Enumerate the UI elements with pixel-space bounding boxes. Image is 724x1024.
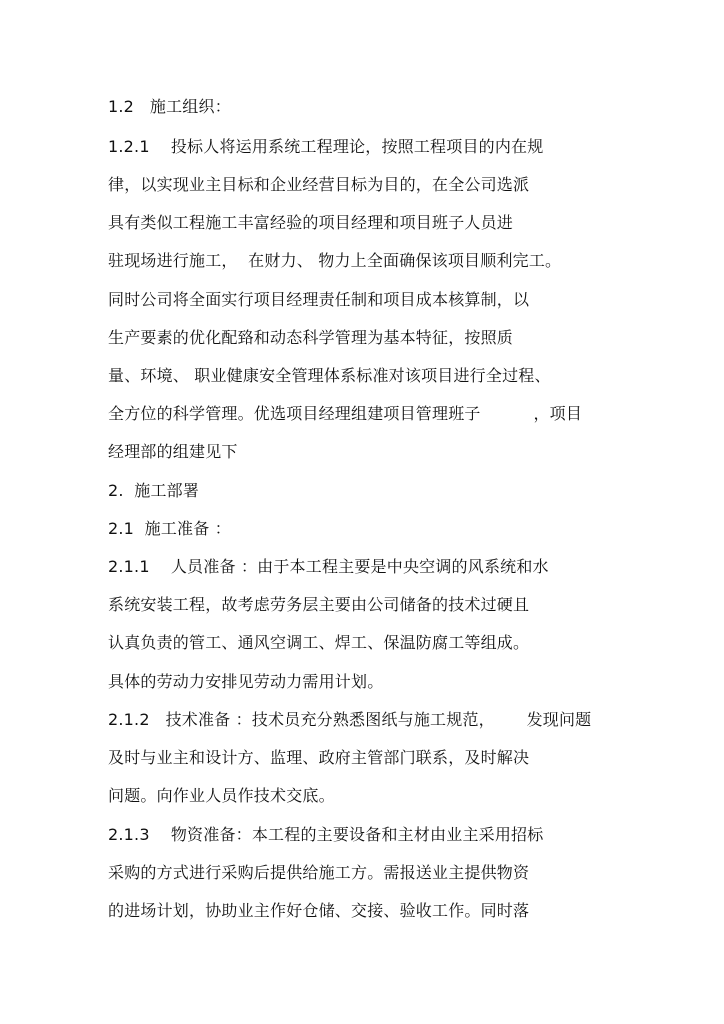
paragraph-line: 的进场计划，协助业主作好仓储、交接、验收工作。同时落	[108, 901, 530, 920]
paragraph-line: 全方位的科学管理。优选项目经理组建项目管理班子 ，项目	[108, 404, 583, 423]
paragraph-line: 生产要素的优化配臵和动态科学管理为基本特征，按照质	[108, 328, 514, 347]
paragraph-line: 认真负责的管工、通风空调工、焊工、保温防腐工等组成。	[108, 633, 530, 652]
paragraph-line: 2.1.3 物资准备：本工程的主要设备和主材由业主采用招标	[108, 825, 544, 844]
paragraph-line: 具有类似工程施工丰富经验的项目经理和项目班子人员进	[108, 213, 514, 232]
paragraph-line: 问题。向作业人员作技术交底。	[108, 786, 335, 805]
paragraph-line: 采购的方式进行采购后提供给施工方。需报送业主提供物资	[108, 863, 530, 882]
paragraph-line: 经理部的组建见下	[108, 442, 238, 461]
paragraph-line: 2.1.1 人员准备 ：由于本工程主要是中央空调的风系统和水	[108, 557, 549, 576]
paragraph-line: 同时公司将全面实行项目经理责任制和项目成本核算制，以	[108, 290, 530, 309]
section-heading-2: 2. 施工部署	[108, 481, 200, 500]
paragraph-line: 具体的劳动力安排见劳动力需用计划。	[108, 672, 384, 691]
paragraph-line: 及时与业主和设计方、监理、政府主管部门联系，及时解决	[108, 748, 530, 767]
paragraph-line: 1.2.1 投标人将运用系统工程理论，按照工程项目的内在规	[108, 137, 544, 156]
section-heading-2-1: 2.1 施工准备 ：	[108, 519, 231, 538]
paragraph-line: 系统安装工程，故考虑劳务层主要由公司储备的技术过硬且	[108, 595, 530, 614]
paragraph-line: 驻现场进行施工， 在财力、 物力上全面确保该项目顺利完工。	[108, 251, 562, 270]
paragraph-line: 律，以实现业主目标和企业经营目标为目的，在全公司选派	[108, 175, 530, 194]
section-heading-1-2: 1.2 施工组织：	[108, 97, 231, 116]
paragraph-line: 2.1.2 技术准备 ：技术员充分熟悉图纸与施工规范， 发现问题	[108, 710, 592, 729]
paragraph-line: 量、环境、 职业健康安全管理体系标准对该项目进行全过程、	[108, 366, 551, 385]
